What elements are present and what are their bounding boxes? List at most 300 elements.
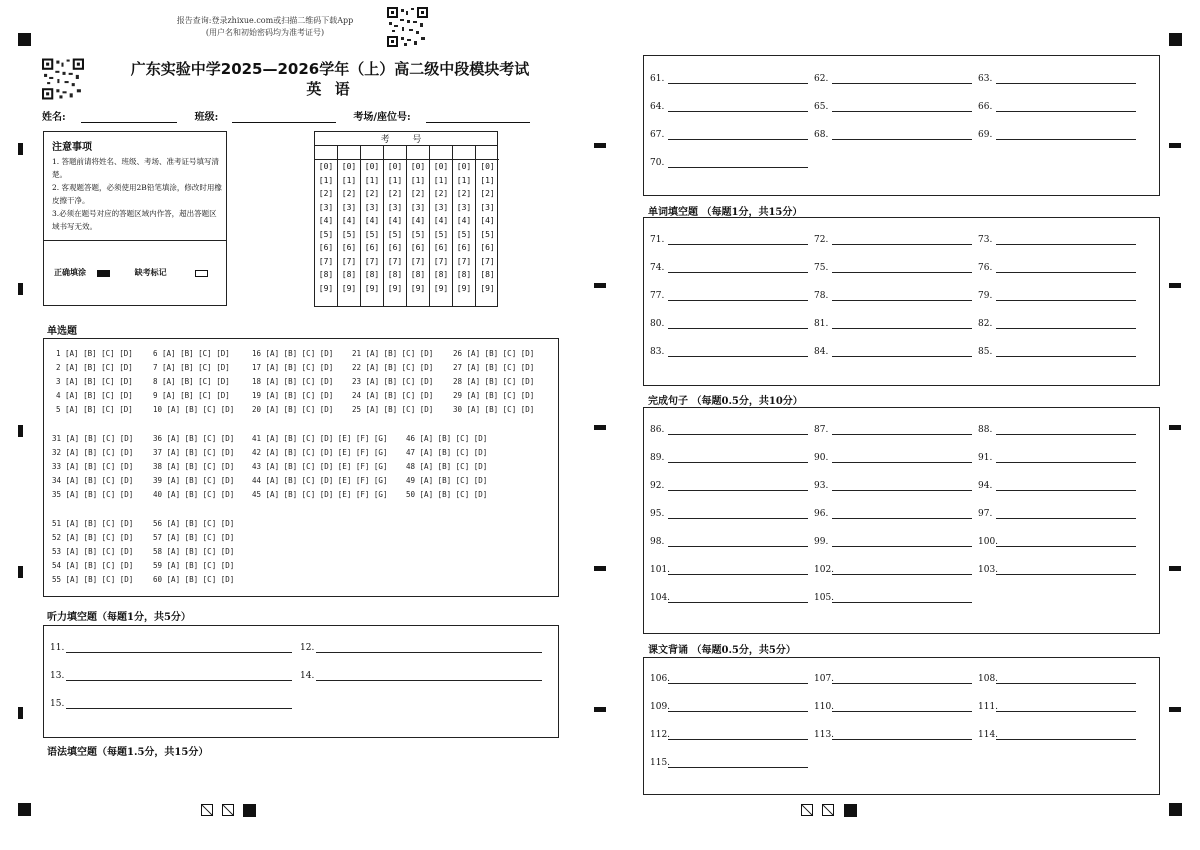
exam-number-bubble[interactable]: [7] — [433, 256, 449, 266]
corner-mark — [18, 33, 31, 46]
page-code-mark — [243, 804, 256, 817]
exam-number-bubble[interactable]: [8] — [480, 270, 495, 279]
name-label: 姓名: — [42, 112, 66, 123]
answer-line[interactable] — [978, 453, 1136, 463]
exam-number-bubble[interactable]: [2] — [318, 189, 334, 198]
choice-question[interactable]: 55 [A] [B] [C] [D] — [52, 575, 134, 584]
question-number: 102. — [814, 565, 835, 575]
question-number: 81. — [814, 319, 829, 329]
choice-question[interactable]: 37 [A] [B] [C] [D] — [153, 448, 235, 457]
choice-question[interactable]: 21 [A] [B] [C] [D] — [352, 349, 434, 358]
choice-question[interactable]: 8 [A] [B] [C] [D] — [153, 377, 230, 386]
exam-number-label: 考 号 — [315, 132, 497, 146]
answer-line[interactable] — [650, 593, 808, 603]
exam-number-bubble[interactable]: [9] — [456, 283, 472, 293]
corner-mark — [18, 803, 31, 816]
fill-legend — [54, 267, 208, 278]
choice-question[interactable]: 53 [A] [B] [C] [D] — [52, 547, 134, 556]
exam-number-bubble[interactable]: [5] — [387, 229, 403, 239]
exam-number-bubble[interactable]: [2] — [456, 189, 472, 198]
answer-line[interactable] — [814, 481, 972, 491]
question-number: 75. — [814, 263, 829, 273]
exam-number-write-cell[interactable] — [315, 146, 337, 160]
answer-line[interactable] — [814, 291, 972, 301]
exam-number-bubble[interactable]: [0] — [410, 162, 426, 171]
choice-question[interactable]: 36 [A] [B] [C] [D] — [153, 434, 235, 443]
question-number: 91. — [978, 453, 993, 463]
timing-mark — [1169, 707, 1181, 712]
question-number: 94. — [978, 481, 993, 491]
choice-question[interactable]: 17 [A] [B] [C] [D] — [252, 363, 334, 372]
question-number: 112. — [650, 730, 671, 740]
choice-question[interactable]: 56 [A] [B] [C] [D] — [153, 519, 235, 528]
answer-line[interactable] — [814, 425, 972, 435]
exam-number-bubble[interactable]: [8] — [318, 270, 334, 279]
timing-mark — [1169, 425, 1181, 430]
exam-number-bubble[interactable]: [1] — [480, 175, 495, 185]
absent-checkbox[interactable] — [195, 270, 208, 277]
exam-number-bubble[interactable]: [1] — [341, 175, 357, 185]
question-number: 68. — [814, 130, 829, 140]
answer-line[interactable] — [300, 671, 542, 681]
choice-question[interactable]: 59 [A] [B] [C] [D] — [153, 561, 235, 570]
choice-question[interactable]: 33 [A] [B] [C] [D] — [52, 462, 134, 471]
exam-number-bubble[interactable]: [0] — [456, 162, 472, 171]
choice-question[interactable]: 32 [A] [B] [C] [D] — [52, 448, 134, 457]
exam-number-bubble[interactable]: [9] — [341, 283, 357, 293]
answer-line[interactable] — [814, 730, 972, 740]
question-number: 64. — [650, 102, 665, 112]
question-number: 12. — [300, 643, 315, 653]
choice-question[interactable]: 23 [A] [B] [C] [D] — [352, 377, 434, 386]
exam-number-bubble[interactable]: [4] — [410, 216, 426, 225]
exam-number-bubble[interactable]: [1] — [433, 175, 449, 185]
name-field[interactable] — [81, 113, 177, 123]
answer-line[interactable] — [650, 674, 808, 684]
exam-number-bubble[interactable]: [6] — [410, 243, 426, 252]
question-number: 71. — [650, 235, 665, 245]
timing-mark — [1169, 566, 1181, 571]
recite-section-title: 课文背诵 （每题0.5分，共5分） — [648, 645, 796, 656]
question-number: 62. — [814, 74, 829, 84]
choice-question[interactable]: 19 [A] [B] [C] [D] — [252, 391, 334, 400]
choice-question[interactable]: 47 [A] [B] [C] [D] — [406, 448, 488, 457]
exam-number-bubble[interactable]: [1] — [456, 175, 472, 185]
choice-question[interactable]: 38 [A] [B] [C] [D] — [153, 462, 235, 471]
answer-line[interactable] — [814, 509, 972, 519]
answer-line[interactable] — [650, 102, 808, 112]
question-number: 93. — [814, 481, 829, 491]
answer-line[interactable] — [978, 565, 1136, 575]
question-number: 79. — [978, 291, 993, 301]
choice-question[interactable]: 52 [A] [B] [C] [D] — [52, 533, 134, 542]
answer-line[interactable] — [650, 425, 808, 435]
choice-question[interactable]: 58 [A] [B] [C] [D] — [153, 547, 235, 556]
choice-question[interactable]: 22 [A] [B] [C] [D] — [352, 363, 434, 372]
report-notice-line1: 报告查询:登录zhixue.com或扫描二维码下载App — [176, 16, 354, 25]
answer-line[interactable] — [814, 130, 972, 140]
exam-number-bubble[interactable]: [2] — [341, 189, 357, 198]
answer-line[interactable] — [978, 481, 1136, 491]
question-number: 15. — [50, 699, 65, 709]
choice-question[interactable]: 3 [A] [B] [C] [D] — [56, 377, 133, 386]
answer-line[interactable] — [978, 537, 1136, 547]
answer-line[interactable] — [650, 319, 808, 329]
exam-number-bubble[interactable]: [3] — [456, 202, 472, 212]
room-seat-field[interactable] — [426, 113, 530, 123]
question-number: 105. — [814, 593, 835, 603]
answer-line[interactable] — [978, 102, 1136, 112]
question-number: 99. — [814, 537, 829, 547]
question-number: 61. — [650, 74, 665, 84]
answer-line[interactable] — [978, 130, 1136, 140]
exam-number-bubble[interactable]: [9] — [480, 283, 495, 293]
choice-question[interactable]: 29 [A] [B] [C] [D] — [453, 391, 535, 400]
answer-line[interactable] — [978, 319, 1136, 329]
exam-number-column — [315, 146, 338, 307]
answer-line[interactable] — [978, 509, 1136, 519]
correct-fill-sample — [97, 270, 110, 277]
exam-number-column — [361, 146, 384, 307]
exam-number-bubble[interactable]: [7] — [364, 256, 380, 266]
exam-number-bubble[interactable]: [4] — [318, 216, 334, 225]
choice-question[interactable]: 16 [A] [B] [C] [D] — [252, 349, 334, 358]
choice-question[interactable]: 9 [A] [B] [C] [D] — [153, 391, 230, 400]
exam-number-bubble[interactable]: [9] — [318, 283, 334, 293]
choice-question[interactable]: 54 [A] [B] [C] [D] — [52, 561, 134, 570]
exam-number-bubble[interactable]: [6] — [433, 243, 449, 252]
choice-question[interactable]: 31 [A] [B] [C] [D] — [52, 434, 134, 443]
timing-mark — [594, 707, 606, 712]
answer-line[interactable] — [978, 347, 1136, 357]
choice-question[interactable]: 24 [A] [B] [C] [D] — [352, 391, 434, 400]
answer-line[interactable] — [814, 263, 972, 273]
answer-line[interactable] — [650, 130, 808, 140]
exam-number-write-cell[interactable] — [338, 146, 360, 160]
exam-number-bubble[interactable]: [6] — [364, 243, 380, 252]
answer-line[interactable] — [50, 699, 292, 709]
answer-line[interactable] — [814, 593, 972, 603]
exam-number-bubble[interactable]: [4] — [387, 216, 403, 225]
timing-mark — [18, 143, 23, 155]
question-number: 11. — [50, 643, 65, 653]
exam-number-bubble[interactable]: [3] — [433, 202, 449, 212]
choice-question[interactable]: 4 [A] [B] [C] [D] — [56, 391, 133, 400]
question-number: 85. — [978, 347, 993, 357]
question-number: 109. — [650, 702, 671, 712]
exam-number-bubble[interactable]: [2] — [480, 189, 495, 198]
listening-section-title: 听力填空题（每题1分，共5分） — [47, 612, 191, 623]
page-code-mark — [201, 804, 213, 816]
answer-line[interactable] — [650, 158, 808, 168]
exam-number-bubble[interactable]: [4] — [433, 216, 449, 225]
exam-number-bubble[interactable]: [4] — [364, 216, 380, 225]
answer-line[interactable] — [814, 702, 972, 712]
page-code-mark — [844, 804, 857, 817]
divider — [44, 240, 226, 241]
question-number: 90. — [814, 453, 829, 463]
notice-box — [43, 131, 227, 306]
choice-question[interactable]: 41 [A] [B] [C] [D] [E] [F] [G] — [252, 434, 388, 443]
answer-line[interactable] — [814, 319, 972, 329]
exam-number-bubble[interactable]: [9] — [364, 283, 380, 293]
timing-mark — [18, 707, 23, 719]
exam-number-bubble[interactable]: [9] — [410, 283, 426, 293]
grammar-box — [643, 55, 1160, 196]
choice-question[interactable]: 42 [A] [B] [C] [D] [E] [F] [G] — [252, 448, 388, 457]
word-section-title: 单词填空题 （每题1分，共15分） — [648, 207, 803, 218]
answer-line[interactable] — [300, 643, 542, 653]
question-number: 69. — [978, 130, 993, 140]
choice-question[interactable]: 7 [A] [B] [C] [D] — [153, 363, 230, 372]
timing-mark — [594, 425, 606, 430]
exam-number-bubble[interactable]: [5] — [364, 229, 380, 239]
choice-question[interactable]: 46 [A] [B] [C] [D] — [406, 434, 488, 443]
answer-line[interactable] — [650, 730, 808, 740]
question-number: 70. — [650, 158, 665, 168]
exam-number-bubble[interactable]: [3] — [341, 202, 357, 212]
exam-number-column — [384, 146, 407, 307]
exam-number-write-cell[interactable] — [361, 146, 383, 160]
question-number: 89. — [650, 453, 665, 463]
choice-question[interactable]: 44 [A] [B] [C] [D] [E] [F] [G] — [252, 476, 388, 485]
exam-number-bubble[interactable]: [0] — [387, 162, 403, 171]
choice-question[interactable]: 18 [A] [B] [C] [D] — [252, 377, 334, 386]
exam-number-bubble[interactable]: [8] — [410, 270, 426, 279]
choice-question[interactable]: 28 [A] [B] [C] [D] — [453, 377, 535, 386]
question-number: 92. — [650, 481, 665, 491]
exam-number-bubble[interactable]: [8] — [341, 270, 357, 279]
question-number: 107. — [814, 674, 835, 684]
answer-line[interactable] — [814, 235, 972, 245]
exam-number-bubble[interactable]: [9] — [387, 283, 403, 293]
choice-question[interactable]: 1 [A] [B] [C] [D] — [56, 349, 133, 358]
answer-line[interactable] — [814, 537, 972, 547]
corner-mark — [1169, 33, 1182, 46]
question-number: 114. — [978, 730, 999, 740]
answer-line[interactable] — [650, 565, 808, 575]
answer-line[interactable] — [650, 263, 808, 273]
question-number: 101. — [650, 565, 671, 575]
timing-mark — [18, 283, 23, 295]
exam-number-bubble[interactable]: [1] — [318, 175, 334, 185]
answer-line[interactable] — [814, 347, 972, 357]
exam-number-write-cell[interactable] — [430, 146, 452, 160]
exam-number-write-cell[interactable] — [453, 146, 475, 160]
answer-line[interactable] — [814, 565, 972, 575]
choice-question[interactable]: 40 [A] [B] [C] [D] — [153, 490, 235, 499]
choice-question[interactable]: 30 [A] [B] [C] [D] — [453, 405, 535, 414]
answer-line[interactable] — [650, 235, 808, 245]
exam-number-bubble[interactable]: [4] — [456, 216, 472, 225]
answer-line[interactable] — [978, 702, 1136, 712]
room-seat-label: 考场/座位号: — [353, 112, 411, 123]
choice-question[interactable]: 60 [A] [B] [C] [D] — [153, 575, 235, 584]
choice-question[interactable]: 35 [A] [B] [C] [D] — [52, 490, 134, 499]
question-number: 63. — [978, 74, 993, 84]
answer-line[interactable] — [650, 509, 808, 519]
exam-number-bubble[interactable]: [8] — [364, 270, 380, 279]
exam-number-bubble[interactable]: [7] — [410, 256, 426, 266]
exam-number-write-cell[interactable] — [407, 146, 429, 160]
answer-line[interactable] — [814, 674, 972, 684]
question-number: 111. — [978, 702, 999, 712]
choice-question[interactable]: 45 [A] [B] [C] [D] [E] [F] [G] — [252, 490, 388, 499]
question-number: 66. — [978, 102, 993, 112]
question-number: 108. — [978, 674, 999, 684]
answer-line[interactable] — [814, 453, 972, 463]
exam-number-bubble[interactable]: [0] — [318, 162, 334, 171]
question-number: 65. — [814, 102, 829, 112]
exam-number-bubble[interactable]: [7] — [341, 256, 357, 266]
answer-line[interactable] — [978, 730, 1136, 740]
choice-question[interactable]: 20 [A] [B] [C] [D] — [252, 405, 334, 414]
word-box — [643, 217, 1160, 386]
answer-line[interactable] — [978, 74, 1136, 84]
question-number: 80. — [650, 319, 665, 329]
exam-number-write-cell[interactable] — [384, 146, 406, 160]
grammar-section-title: 语法填空题（每题1.5分，共15分） — [47, 747, 209, 758]
exam-number-bubble[interactable]: [5] — [456, 229, 472, 239]
timing-mark — [1169, 143, 1181, 148]
exam-number-bubble[interactable]: [0] — [364, 162, 380, 171]
exam-number-bubble[interactable]: [4] — [480, 216, 495, 225]
choice-question[interactable]: 48 [A] [B] [C] [D] — [406, 462, 488, 471]
answer-line[interactable] — [650, 74, 808, 84]
answer-line[interactable] — [814, 74, 972, 84]
exam-number-bubble[interactable]: [0] — [480, 162, 495, 171]
exam-number-bubble[interactable]: [2] — [410, 189, 426, 198]
timing-mark — [18, 425, 23, 437]
exam-number-bubble[interactable]: [0] — [433, 162, 449, 171]
page-code-mark — [801, 804, 813, 816]
choice-question[interactable]: 10 [A] [B] [C] [D] — [153, 405, 235, 414]
exam-number-bubble[interactable]: [3] — [364, 202, 380, 212]
exam-number-bubble[interactable]: [0] — [341, 162, 357, 171]
exam-number-bubble[interactable]: [8] — [387, 270, 403, 279]
choice-question[interactable]: 51 [A] [B] [C] [D] — [52, 519, 134, 528]
timing-mark — [594, 143, 606, 148]
exam-number-bubble[interactable]: [8] — [433, 270, 449, 279]
answer-line[interactable] — [978, 291, 1136, 301]
answer-line[interactable] — [978, 425, 1136, 435]
answer-line[interactable] — [978, 674, 1136, 684]
notice-item: 3.必须在题号对应的答题区域内作答，超出答题区域书写无效。 — [52, 209, 217, 231]
exam-number-bubble[interactable]: [2] — [364, 189, 380, 198]
question-number: 83. — [650, 347, 665, 357]
class-label: 班级: — [194, 112, 219, 123]
answer-line[interactable] — [650, 291, 808, 301]
choice-question[interactable]: 50 [A] [B] [C] [D] — [406, 490, 488, 499]
choice-question[interactable]: 57 [A] [B] [C] [D] — [153, 533, 235, 542]
exam-number-write-cell[interactable] — [476, 146, 499, 160]
exam-number-bubble[interactable]: [3] — [318, 202, 334, 212]
exam-number-bubble[interactable]: [5] — [341, 229, 357, 239]
choice-question[interactable]: 5 [A] [B] [C] [D] — [56, 405, 133, 414]
answer-line[interactable] — [978, 235, 1136, 245]
exam-number-bubble[interactable]: [5] — [480, 229, 495, 239]
choice-question[interactable]: 2 [A] [B] [C] [D] — [56, 363, 133, 372]
exam-number-bubble[interactable]: [9] — [433, 283, 449, 293]
question-number: 72. — [814, 235, 829, 245]
exam-number-bubble[interactable]: [6] — [456, 243, 472, 252]
answer-line[interactable] — [978, 263, 1136, 273]
question-number: 74. — [650, 263, 665, 273]
exam-number-bubble[interactable]: [7] — [318, 256, 334, 266]
answer-line[interactable] — [814, 102, 972, 112]
question-number: 100. — [978, 537, 999, 547]
answer-line[interactable] — [50, 671, 292, 681]
exam-number-bubble[interactable]: [7] — [387, 256, 403, 266]
answer-line[interactable] — [650, 702, 808, 712]
exam-number-bubble[interactable]: [6] — [387, 243, 403, 252]
exam-number-bubble[interactable]: [3] — [387, 202, 403, 212]
exam-number-bubble[interactable]: [1] — [410, 175, 426, 185]
exam-number-bubble[interactable]: [2] — [433, 189, 449, 198]
recite-box — [643, 657, 1160, 795]
qr-code-icon — [387, 7, 428, 47]
exam-number-bubble[interactable]: [6] — [480, 243, 495, 252]
notice-item: 1. 答题前请将姓名、班级、考场、准考证号填写清楚。 — [52, 157, 220, 179]
exam-number-bubble[interactable]: [1] — [387, 175, 403, 185]
exam-number-column — [407, 146, 430, 307]
class-field[interactable] — [232, 113, 336, 123]
student-info-row — [42, 108, 530, 123]
answer-line[interactable] — [650, 481, 808, 491]
answer-line[interactable] — [50, 643, 292, 653]
choice-question[interactable]: 25 [A] [B] [C] [D] — [352, 405, 434, 414]
question-number: 73. — [978, 235, 993, 245]
choice-question[interactable]: 39 [A] [B] [C] [D] — [153, 476, 235, 485]
exam-number-bubble[interactable]: [6] — [341, 243, 357, 252]
exam-number-bubble[interactable]: [2] — [387, 189, 403, 198]
exam-number-bubble[interactable]: [4] — [341, 216, 357, 225]
exam-number-bubble[interactable]: [3] — [480, 202, 495, 212]
sentence-section-title: 完成句子 （每题0.5分，共10分） — [648, 396, 803, 407]
question-number: 104. — [650, 593, 671, 603]
notice-item: 2. 客观题答题，必须使用2B铅笔填涂，修改时用橡皮擦干净。 — [52, 183, 222, 205]
choice-question[interactable]: 34 [A] [B] [C] [D] — [52, 476, 134, 485]
question-number: 13. — [50, 671, 65, 681]
exam-number-bubble[interactable]: [6] — [318, 243, 334, 252]
exam-number-bubble[interactable]: [8] — [456, 270, 472, 279]
exam-number-bubble[interactable]: [3] — [410, 202, 426, 212]
choice-question[interactable]: 27 [A] [B] [C] [D] — [453, 363, 535, 372]
exam-number-bubble[interactable]: [7] — [456, 256, 472, 266]
choice-question[interactable]: 6 [A] [B] [C] [D] — [153, 349, 230, 358]
choice-question[interactable]: 43 [A] [B] [C] [D] [E] [F] [G] — [252, 462, 388, 471]
exam-number-bubble[interactable]: [5] — [318, 229, 334, 239]
exam-number-bubble[interactable]: [5] — [410, 229, 426, 239]
listening-box — [43, 625, 559, 738]
answer-line[interactable] — [650, 758, 808, 768]
exam-number-bubble[interactable]: [7] — [480, 256, 495, 266]
answer-line[interactable] — [650, 347, 808, 357]
choice-question[interactable]: 26 [A] [B] [C] [D] — [453, 349, 535, 358]
question-number: 77. — [650, 291, 665, 301]
answer-line[interactable] — [650, 453, 808, 463]
exam-number-bubble[interactable]: [5] — [433, 229, 449, 239]
answer-line[interactable] — [650, 537, 808, 547]
question-number: 110. — [814, 702, 835, 712]
exam-number-grid — [314, 131, 498, 307]
choice-section-title: 单选题 — [47, 326, 77, 337]
choice-question[interactable]: 49 [A] [B] [C] [D] — [406, 476, 488, 485]
question-number: 78. — [814, 291, 829, 301]
exam-number-bubble[interactable]: [1] — [364, 175, 380, 185]
question-number: 67. — [650, 130, 665, 140]
timing-mark — [594, 283, 606, 288]
